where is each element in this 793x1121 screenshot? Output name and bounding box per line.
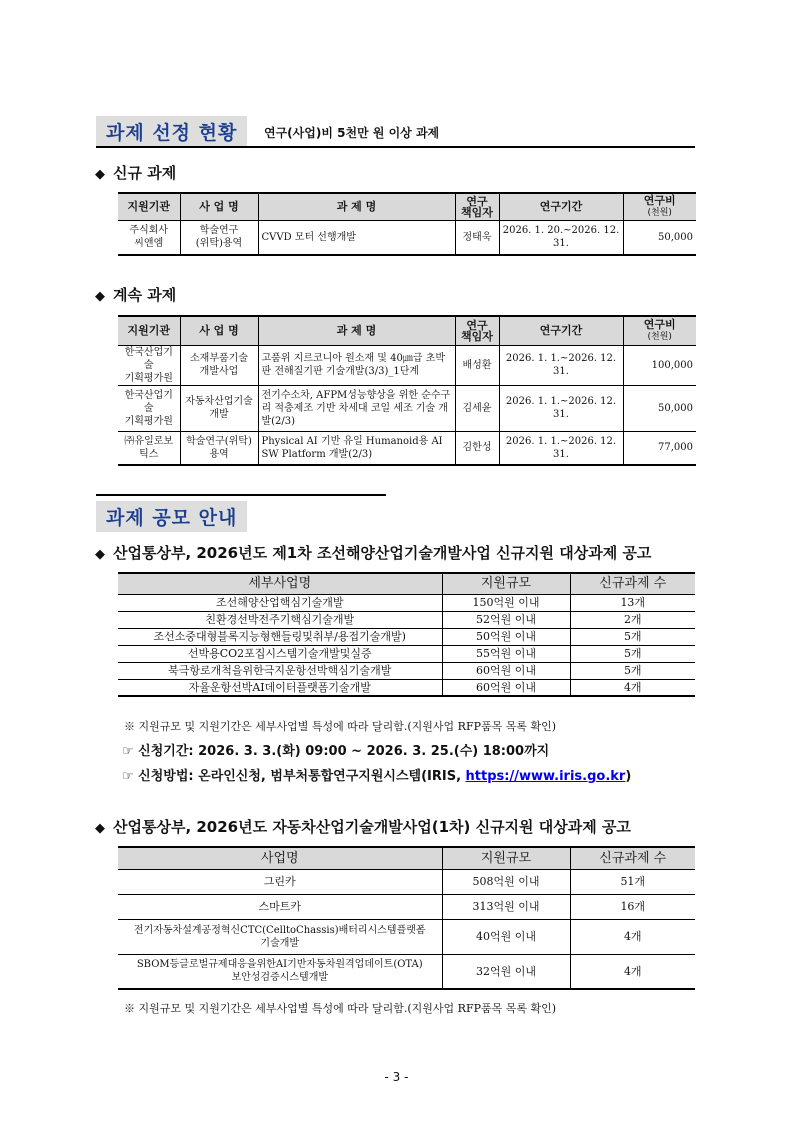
header-pi: 연구 책임자 [455,316,499,345]
section-header-selection [96,116,440,147]
header-count: 신규과제 수 [570,573,695,594]
cell-scale: 52억원 이내 [442,611,570,628]
cell-count: 16개 [570,894,695,919]
cell-scale: 60억원 이내 [442,662,570,679]
notice1-method: ☞ 신청방법: 온라인신청, 범부처통합연구지원시스템(IRIS, https://www.iris.go.kr) [122,769,632,784]
cell-count: 4개 [570,954,695,989]
notice1-note: ※ 지원규모 및 지원기간은 세부사업별 특성에 따라 달리함.(지원사업 RFP품목 목록 확인) [124,720,557,733]
table-row [118,869,695,894]
cell-name: 자율운항선박AI데이터플랫폼기술개발 [118,679,442,696]
cell-scale: 55억원 이내 [442,645,570,662]
cell-name: 선박용CO2포집시스템기술개발및실증 [118,645,442,662]
cell-period: 2026. 1. 20.~2026. 12. 31. [499,220,623,255]
cell-name: 조선소중대형블록지능형핸들링및취부/용접기술개발) [118,628,442,645]
cell-pi: 김세윤 [455,385,499,431]
cell-title: 전기수소차, AFPM성능향상을 위한 순수구리 적층제조 기반 차세대 코일 세조 기술 개발(2/3) [258,385,455,431]
header-org: 지원기관 [118,193,180,220]
table-row [118,431,696,465]
header-scale: 지원규모 [442,847,570,869]
cell-name: 조선해양산업핵심기술개발 [118,594,442,611]
cell-budget: 50,000 [623,385,696,431]
header-period: 연구기간 [499,316,623,345]
cell-scale: 60억원 이내 [442,679,570,696]
new-projects-table [118,192,696,256]
cell-scale: 508억원 이내 [442,869,570,894]
section-title-selection: 과제 선정 현황 [96,116,247,147]
table-row [118,385,696,431]
cell-count: 5개 [570,645,695,662]
notice2-note: ※ 지원규모 및 지원기간은 세부사업별 특성에 따라 달리함.(지원사업 RFP품목 목록 확인) [124,1002,557,1015]
table-row [118,954,695,989]
notice1-table [118,572,695,697]
header-title: 과 제 명 [258,193,455,220]
iris-link[interactable]: https://www.iris.go.kr [465,769,626,784]
cell-budget: 100,000 [623,345,696,385]
cell-scale: 40억원 이내 [442,919,570,954]
table-row [118,645,695,662]
table-row [118,345,696,385]
cell-org: ㈜유일로보 틱스 [118,431,180,465]
header-program: 사 업 명 [180,193,258,220]
header-org: 지원기관 [118,316,180,345]
header-scale: 지원규모 [442,573,570,594]
new-projects-heading: ◆ 신규 과제 [95,164,177,182]
cell-scale: 50억원 이내 [442,628,570,645]
table-row [118,894,695,919]
cell-name: 그린카 [118,869,442,894]
cell-count: 5개 [570,628,695,645]
cell-scale: 150억원 이내 [442,594,570,611]
cell-name: 친환경선박전주기핵심기술개발 [118,611,442,628]
header-program: 사업명 [118,847,442,869]
cell-name: SBOM등글로벌규제대응을위한AI기반자동차원격업데이트(OTA) 보안성검증시스템개발 [118,954,442,989]
cell-period: 2026. 1. 1.~2026. 12. 31. [499,385,623,431]
cell-count: 5개 [570,662,695,679]
cell-scale: 32억원 이내 [442,954,570,989]
table-row [118,628,695,645]
cell-pi: 정태욱 [455,220,499,255]
header-budget: 연구비 (천원) [623,193,696,220]
cell-count: 4개 [570,679,695,696]
section-header-call [96,501,247,532]
section-subtitle: 연구(사업)비 5천만 원 이상 과제 [264,126,440,140]
notice2-table [118,846,695,990]
cell-program: 학술연구(위탁) 용역 [180,431,258,465]
cell-org: 한국산업기술 기획평가원 [118,345,180,385]
table-row [118,919,695,954]
notice1-heading: ◆ 산업통상부, 2026년도 제1차 조선해양산업기술개발사업 신규지원 대상과제 공고 [95,544,652,562]
diamond-bullet-icon: ◆ [95,167,105,182]
table-row [118,220,696,255]
cell-period: 2026. 1. 1.~2026. 12. 31. [499,431,623,465]
page-number: - 3 - [384,1070,409,1084]
header-title: 과 제 명 [258,316,455,345]
cell-program: 학술연구 (위탁)용역 [180,220,258,255]
cell-count: 51개 [570,869,695,894]
cell-program: 자동차산업기술 개발 [180,385,258,431]
header-program: 사 업 명 [180,316,258,345]
cell-name: 스마트카 [118,894,442,919]
cell-scale: 313억원 이내 [442,894,570,919]
cell-org: 주식회사 씨앤엠 [118,220,180,255]
header-subprogram: 세부사업명 [118,573,442,594]
cell-name: 전기자동차설계공정혁신CTC(CelltoChassis)배터리시스템플랫폼 기술개발 [118,919,442,954]
cell-pi: 배성환 [455,345,499,385]
section-title-call: 과제 공모 안내 [96,501,247,532]
cell-title: Physical AI 기반 유일 Humanoid용 AI SW Platform 개발(2/3) [258,431,455,465]
cell-count: 13개 [570,594,695,611]
cell-org: 한국산업기술 기획평가원 [118,385,180,431]
cont-projects-heading: ◆ 계속 과제 [95,286,177,304]
cell-budget: 50,000 [623,220,696,255]
header-period: 연구기간 [499,193,623,220]
cell-pi: 김한성 [455,431,499,465]
cell-program: 소재부품기술 개발사업 [180,345,258,385]
header-budget: 연구비 (천원) [623,316,696,345]
cell-name: 북극항로개척을위한극지운항선박핵심기술개발 [118,662,442,679]
cell-budget: 77,000 [623,431,696,465]
table-row [118,662,695,679]
cell-count: 4개 [570,919,695,954]
section-underline [96,146,695,148]
section-overline [96,494,386,496]
notice2-heading: ◆ 산업통상부, 2026년도 자동차산업기술개발사업(1차) 신규지원 대상과제 공고 [95,818,631,836]
cell-count: 2개 [570,611,695,628]
cell-title: CVVD 모터 선행개발 [258,220,455,255]
cell-title: 고품위 지르코니아 원소재 및 40㎛급 초박판 전해질기판 기술개발(3/3)_1단계 [258,345,455,385]
table-row [118,611,695,628]
diamond-bullet-icon: ◆ [95,289,105,304]
diamond-bullet-icon: ◆ [95,547,105,562]
header-pi: 연구 책임자 [455,193,499,220]
notice1-period: ☞ 신청기간: 2026. 3. 3.(화) 09:00 ~ 2026. 3. 25.(수) 18:00까지 [122,744,550,759]
cell-period: 2026. 1. 1.~2026. 12. 31. [499,345,623,385]
table-row [118,594,695,611]
table-row [118,679,695,696]
cont-projects-table [118,315,696,466]
header-count: 신규과제 수 [570,847,695,869]
diamond-bullet-icon: ◆ [95,821,105,836]
